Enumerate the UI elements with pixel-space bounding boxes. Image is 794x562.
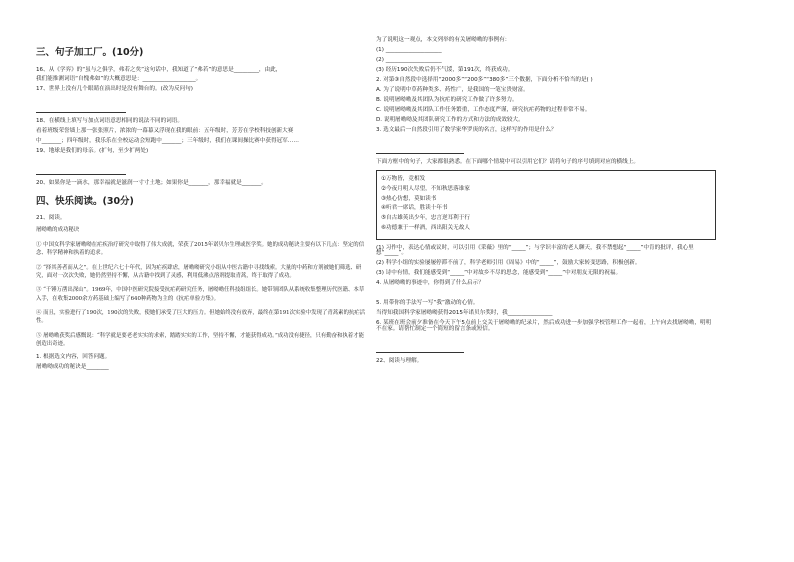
quote-option: ①万物皆，竞相发 [381, 176, 426, 183]
quote-box [376, 170, 716, 240]
quote-option: ③热心仿想，莫如读书 [381, 195, 437, 202]
scenario-2: (2) 科学小组的实验屡屡停滞不前了，科学老师引用《周易》中的“_____”，鼓励大家转变思路，积极创新。 [376, 260, 641, 267]
question-5: 5. 用带你的手法写一写“我”激动的心情。 [376, 300, 479, 307]
question-19: 19、地球是我们的母亲。(扩句，至少扩两处) [36, 148, 149, 155]
scenario-1: (1) 习作中，表达心情或议时，可以引用《采薇》里的“_____”；与学识丰富的老人聊天，我不禁想起“_____”中肯的批评，我心里想“_____”。 [376, 244, 694, 257]
question-18-line-1: 18、在横线上填写与加点词语意思相同的说法不同的词语。 [36, 118, 183, 125]
option-c: C. 说明屠呦呦及其团队工作任务繁重，工作态度严谨，研究抗疟药物的过程非常不易。 [376, 106, 591, 113]
question-6: 6. 某班在班会前夕准备在今天下午5点前上交关于屠呦呦的纪录片，然后成功进一步加强学校管理工作一起看，上午向去找屠呦呦，明明不在家。请帮忙制定一个简短的留言条或短信。 [376, 320, 712, 332]
story-paragraph-4: ④ 而且，实验进行了190次，190次的失败，使她们承受了巨大的压力。但她始终没有放弃，最终在第191次实验中发现了青蒿素的抗疟活性。 [36, 310, 366, 325]
right-intro: 为了说明这一观点，本文列举的有关屠呦呦的事例有： [376, 37, 511, 43]
question-17: 17、世界上没有几个眼睛在演出时是没有舞台的。(改为反问句) [36, 86, 193, 93]
option-d: D. 说明屠呦呦及其团队研究工作的方式和方法的成效较大。 [376, 116, 524, 123]
quote-option: ⑥功德兼于一样酒，西出阳关无故人 [381, 224, 470, 231]
question-18-line-3: 中_______；四年级时，我乐乐在全校运动会短跑中_______；三年级时，我们在课间操比赛中获得冠军…… [36, 138, 299, 145]
option-b: B. 说明屠呦呦及其团队为抗疟的研究工作做了许多努力。 [376, 96, 518, 103]
spacer [36, 159, 366, 165]
answer-line-17[interactable] [36, 107, 126, 113]
story-title: 屠呦呦的成功秘诀 [36, 227, 80, 234]
spacer [376, 138, 716, 144]
section-3-title: 三、句子加工厂。(10分) [36, 47, 144, 58]
example-2: (2) ____________________ [376, 56, 442, 63]
quote-instruction: 下面方框中的句子，大家都很熟悉。在下面哪个情境中可以引用它们？请将句子的序号填到对应的横线上。 [376, 158, 639, 165]
question-22: 22、阅读与理解。 [376, 357, 423, 364]
sub-question-1: 1. 根据选文内容，回答问题。 [36, 353, 111, 360]
example-1: (1) ____________________ [376, 46, 442, 53]
sub-question-1-answer: 屠呦呦成功的秘诀是________ [36, 363, 109, 370]
quote-option: ②今夜月明人尽望，不知秋思落谁家 [381, 185, 470, 192]
question-18-line-2: 看着班级荣誉墙上那一张张照片，浓浓的一幕幕又浮现在我的眼前：五年级时，芳芳在学校科技创新大赛 [36, 128, 294, 135]
spacer [376, 337, 716, 343]
question-20: 20、如果你是一滴水，那幸福就是滋润一寸寸土地；如果你是_______，那幸福就是_______。 [36, 180, 267, 187]
answer-line-3[interactable] [376, 148, 464, 154]
question-5-prompt: 当得知我国科学家屠呦呦获得2015年诺贝尔奖时，我________________ [376, 310, 553, 317]
quote-option: ④听君一席话，胜读十年书 [381, 205, 448, 212]
example-3: (3) 经历190次失败后仍不气馁，第191次，终获成功。 [376, 66, 514, 73]
right-column [376, 38, 716, 369]
option-a: A. 为了说明中草药种类多、药性广，是我国的一笔宝贵财富。 [376, 86, 529, 93]
quote-option: ⑤自古雄英出少年，忠言逆耳利于行 [381, 215, 470, 222]
question-21: 21、阅读。 [36, 215, 66, 222]
question-3: 3. 选文最后一自然段引用了数学家华罗庚的名言，这样写的作用是什么？ [376, 126, 557, 133]
spacer [36, 97, 366, 103]
left-column [36, 38, 366, 375]
question-4: 4. 从屠呦呦的事迹中，你得到了什么启示？ [376, 280, 484, 287]
story-paragraph-2: ② “择其善者而从之”。在上世纪六七十年代，因为疟疾肆虐，屠呦呦研究小组从中医古籍中寻找线索。大量的中药和方剂被她们筛选、研究，面对一次次失败，她仍然坚持不懈，从古籍中找到了灵感，利用低沸点溶剂提取青蒿，终于取得了成功。 [36, 264, 362, 279]
answer-line-6[interactable] [376, 347, 464, 353]
story-paragraph-1: ① 中国女科学家屠呦呦在疟疾治疗研究中取得了伟大成就，荣获了2015年诺贝尔生理或医学奖。她的成功秘诀主要有以下几点：坚定的信念、科学精神和执着的追求。 [36, 241, 365, 257]
scenario-3: (3) 诗中有情，我们能感受到“_____”中对故乡不尽的思念，能感受到“_____”中对朋友无限的祝福。 [376, 270, 622, 277]
question-16-line-1: 16、从《学弈》的“虽与之俱学，弗若之矣”这句话中，我知道了“弗若”的意思是_________，由此， [36, 66, 282, 73]
story-paragraph-3: ③ “千锤万凿出深山”。1969年，中国中医研究院接受抗疟药研究任务，屠呦呦任科技组组长。她带领团队从系统收集整理历代医籍、本草入手，在收集2000余方药基础上编写了640种药物为主的《抗疟单验方集》。 [36, 287, 365, 302]
answer-line-19[interactable] [36, 169, 126, 175]
question-16-line-2: 我们能推测词语“自愧弗如”的大概意思是：___________________。 [36, 76, 202, 83]
section-4-title: 四、快乐阅读。(30分) [36, 195, 134, 207]
story-paragraph-5: ⑤ 屠呦呦获奖后感慨说：“科学就是要老老实实的求索，踏踏实实的工作，坚持不懈，才能获得成功。”成功没有捷径，只有勤奋和执着才能创造出奇迹。 [36, 332, 364, 348]
question-2: 2. 对第③自然段中选择用“2000多”“200多”“380多”三个数据，下面分析不恰当的是( ) [376, 76, 593, 83]
